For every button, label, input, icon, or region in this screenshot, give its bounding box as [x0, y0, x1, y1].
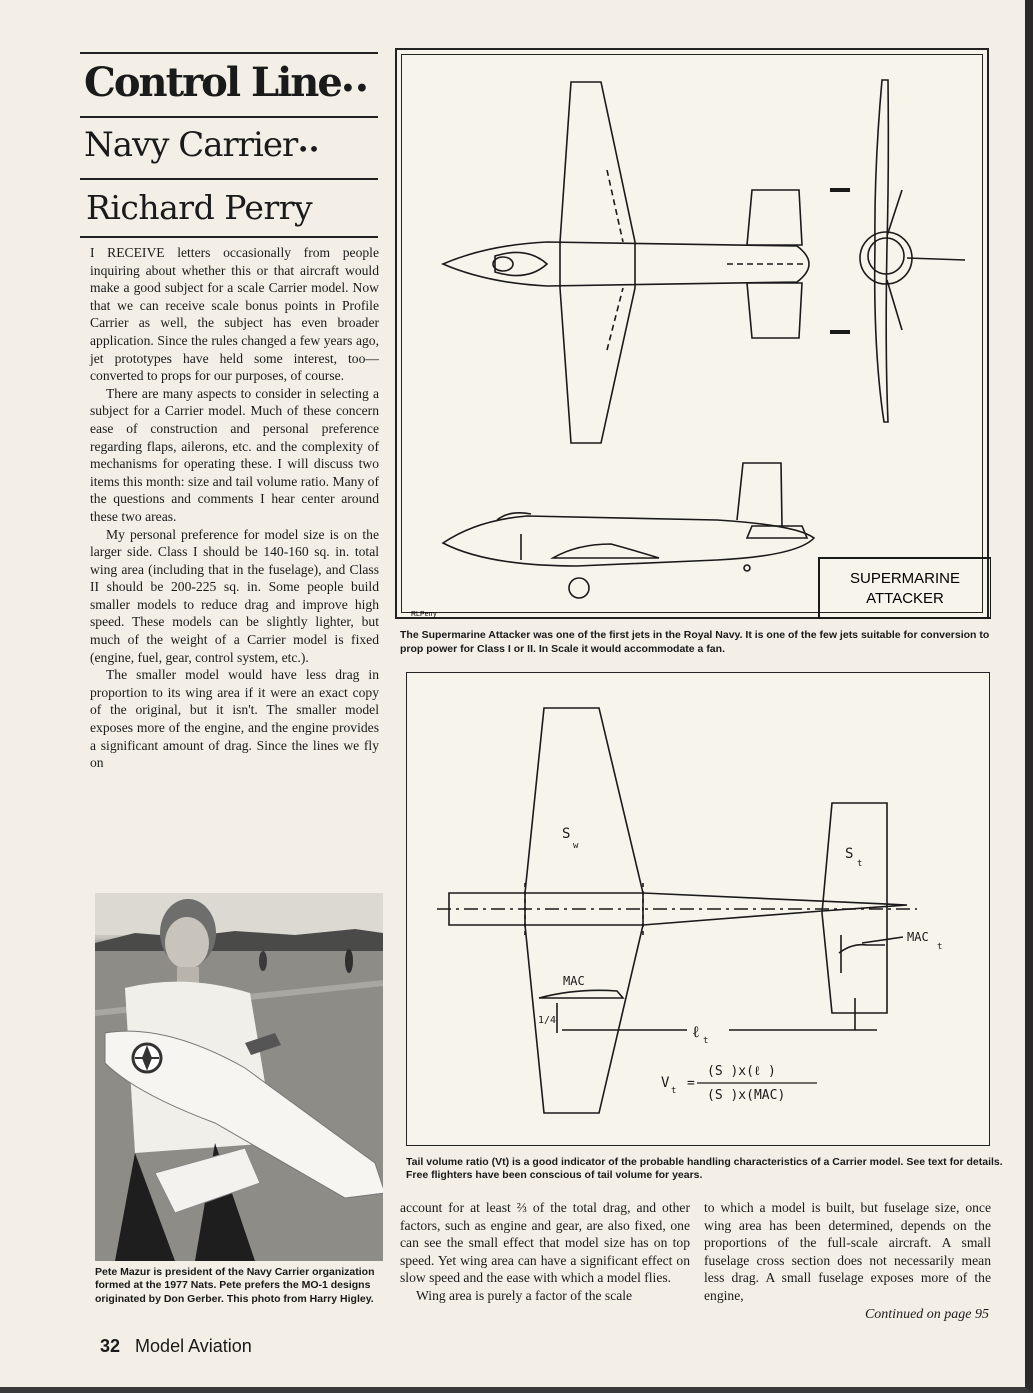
formula-numerator: (S )x(ℓ ) — [707, 1064, 776, 1079]
article-author: Richard Perry — [86, 188, 313, 227]
label-mac-t-sub: t — [937, 942, 943, 952]
formula-equals: = — [687, 1076, 695, 1091]
article-title-block — [80, 52, 378, 238]
figure-tail-volume — [406, 672, 990, 1146]
label-sw-sub: w — [573, 841, 579, 851]
paragraph: There are many aspects to consider in selecting a subject for a Carrier model. Much of these concern ease of construction and personal preference regarding flaps, ailerons, etc. and the complexity of mechanisms for operating these. I will discuss two items this month: size and tail volume ratio. Many of the questions and comments I hear center around these two areas. — [90, 385, 379, 524]
paragraph: I RECEIVE letters occasionally from people inquiring about whether this or that aircraft would make a good subject for a scale Carrier model. Now that we can receive scale bonus points in Profile Carrier as well, the subject has even broader application. Since the rules changed a few years ago, jet prototypes have held some interest, too—converted to props for our purposes, of course. — [90, 245, 379, 384]
tail-volume-diagram — [407, 673, 991, 1147]
drawing-signature: RLPerry — [411, 611, 437, 618]
figure-1-caption: The Supermarine Attacker was one of the first jets in the Royal Navy. It is one of the few jets suitable for conversion to prop power for Class I or II. In Scale it would accommodate a fan. — [400, 629, 990, 655]
three-view-drawing — [397, 50, 991, 621]
photo-illustration — [95, 893, 383, 1261]
article-column-1 — [90, 244, 379, 772]
paragraph: to which a model is built, but fuselage size, once wing area has been determined, depends on the proportions of the full-scale aircraft. A small fuselage cross section does not necessarily mean less drag. A small fuselage exposes more of the engine, — [704, 1200, 991, 1303]
label-st: S — [845, 846, 854, 862]
page-footer — [100, 1336, 252, 1357]
figure-label-line1: SUPERMARINE — [849, 570, 961, 587]
article-title: Control Line•• — [84, 59, 369, 106]
photo-caption: Pete Mazur is president of the Navy Carrier organization formed at the 1977 Nats. Pete prefers the MO-1 designs originated by Don Gerber. This photo from Harry Higley. — [95, 1266, 375, 1305]
paragraph: Wing area is purely a factor of the scale — [416, 1287, 633, 1303]
label-mac: MAC — [563, 974, 585, 988]
formula-lhs: V — [661, 1075, 670, 1091]
article-subtitle: Navy Carrier•• — [84, 125, 319, 165]
label-lt-sub: t — [703, 1036, 709, 1046]
figure-label-line2: ATTACKER — [866, 590, 944, 607]
paragraph: My personal preference for model size is on the larger side. Class I should be 140-160 sq. in. total wing area (including that in the fuselage), and Class II should be 200-225 sq. in. Some people build smaller models to reduce drag and improve high speed. These models can be slightly lighter, but much of the weight of a Carrier model is fixed (engine, fuel, gear, control system, etc.). — [90, 526, 379, 665]
continued-note: Continued on page 95 — [864, 1307, 989, 1322]
article-column-3 — [704, 1199, 991, 1305]
label-sw: S — [562, 826, 571, 842]
label-lt: ℓ — [692, 1022, 700, 1041]
figure-2-caption: Tail volume ratio (Vt) is a good indicator of the probable handling characteristics of a Carrier model. See text for details. Free flighters have been conscious of tail volume for years. — [406, 1156, 1003, 1181]
article-column-2 — [400, 1199, 690, 1305]
magazine-name: Model Aviation — [135, 1336, 252, 1356]
page-number: 32 — [100, 1336, 121, 1356]
formula-lhs-sub: t — [671, 1086, 677, 1096]
paragraph: account for at least ⅔ of the total drag, and other factors, such as engine and gear, are also fixed, one can see the small effect that model size has on top speed. Yet wing area can have a significant effect on slow speed and the ease with which a model flies. — [400, 1200, 690, 1286]
figure-supermarine-attacker — [395, 48, 989, 619]
photo-pete-mazur — [95, 893, 383, 1261]
label-mac-t: MAC — [907, 930, 929, 944]
label-quarter: 1/4 — [538, 1015, 557, 1026]
paragraph: The smaller model would have less drag in proportion to its wing area if it were an exact copy of the original, but it isn't. The smaller model exposes more of the engine, and the engine provides a significant amount of drag. Since the lines we fly on — [90, 667, 379, 771]
formula-denominator: (S )x(MAC) — [707, 1088, 786, 1103]
label-st-sub: t — [857, 859, 863, 869]
